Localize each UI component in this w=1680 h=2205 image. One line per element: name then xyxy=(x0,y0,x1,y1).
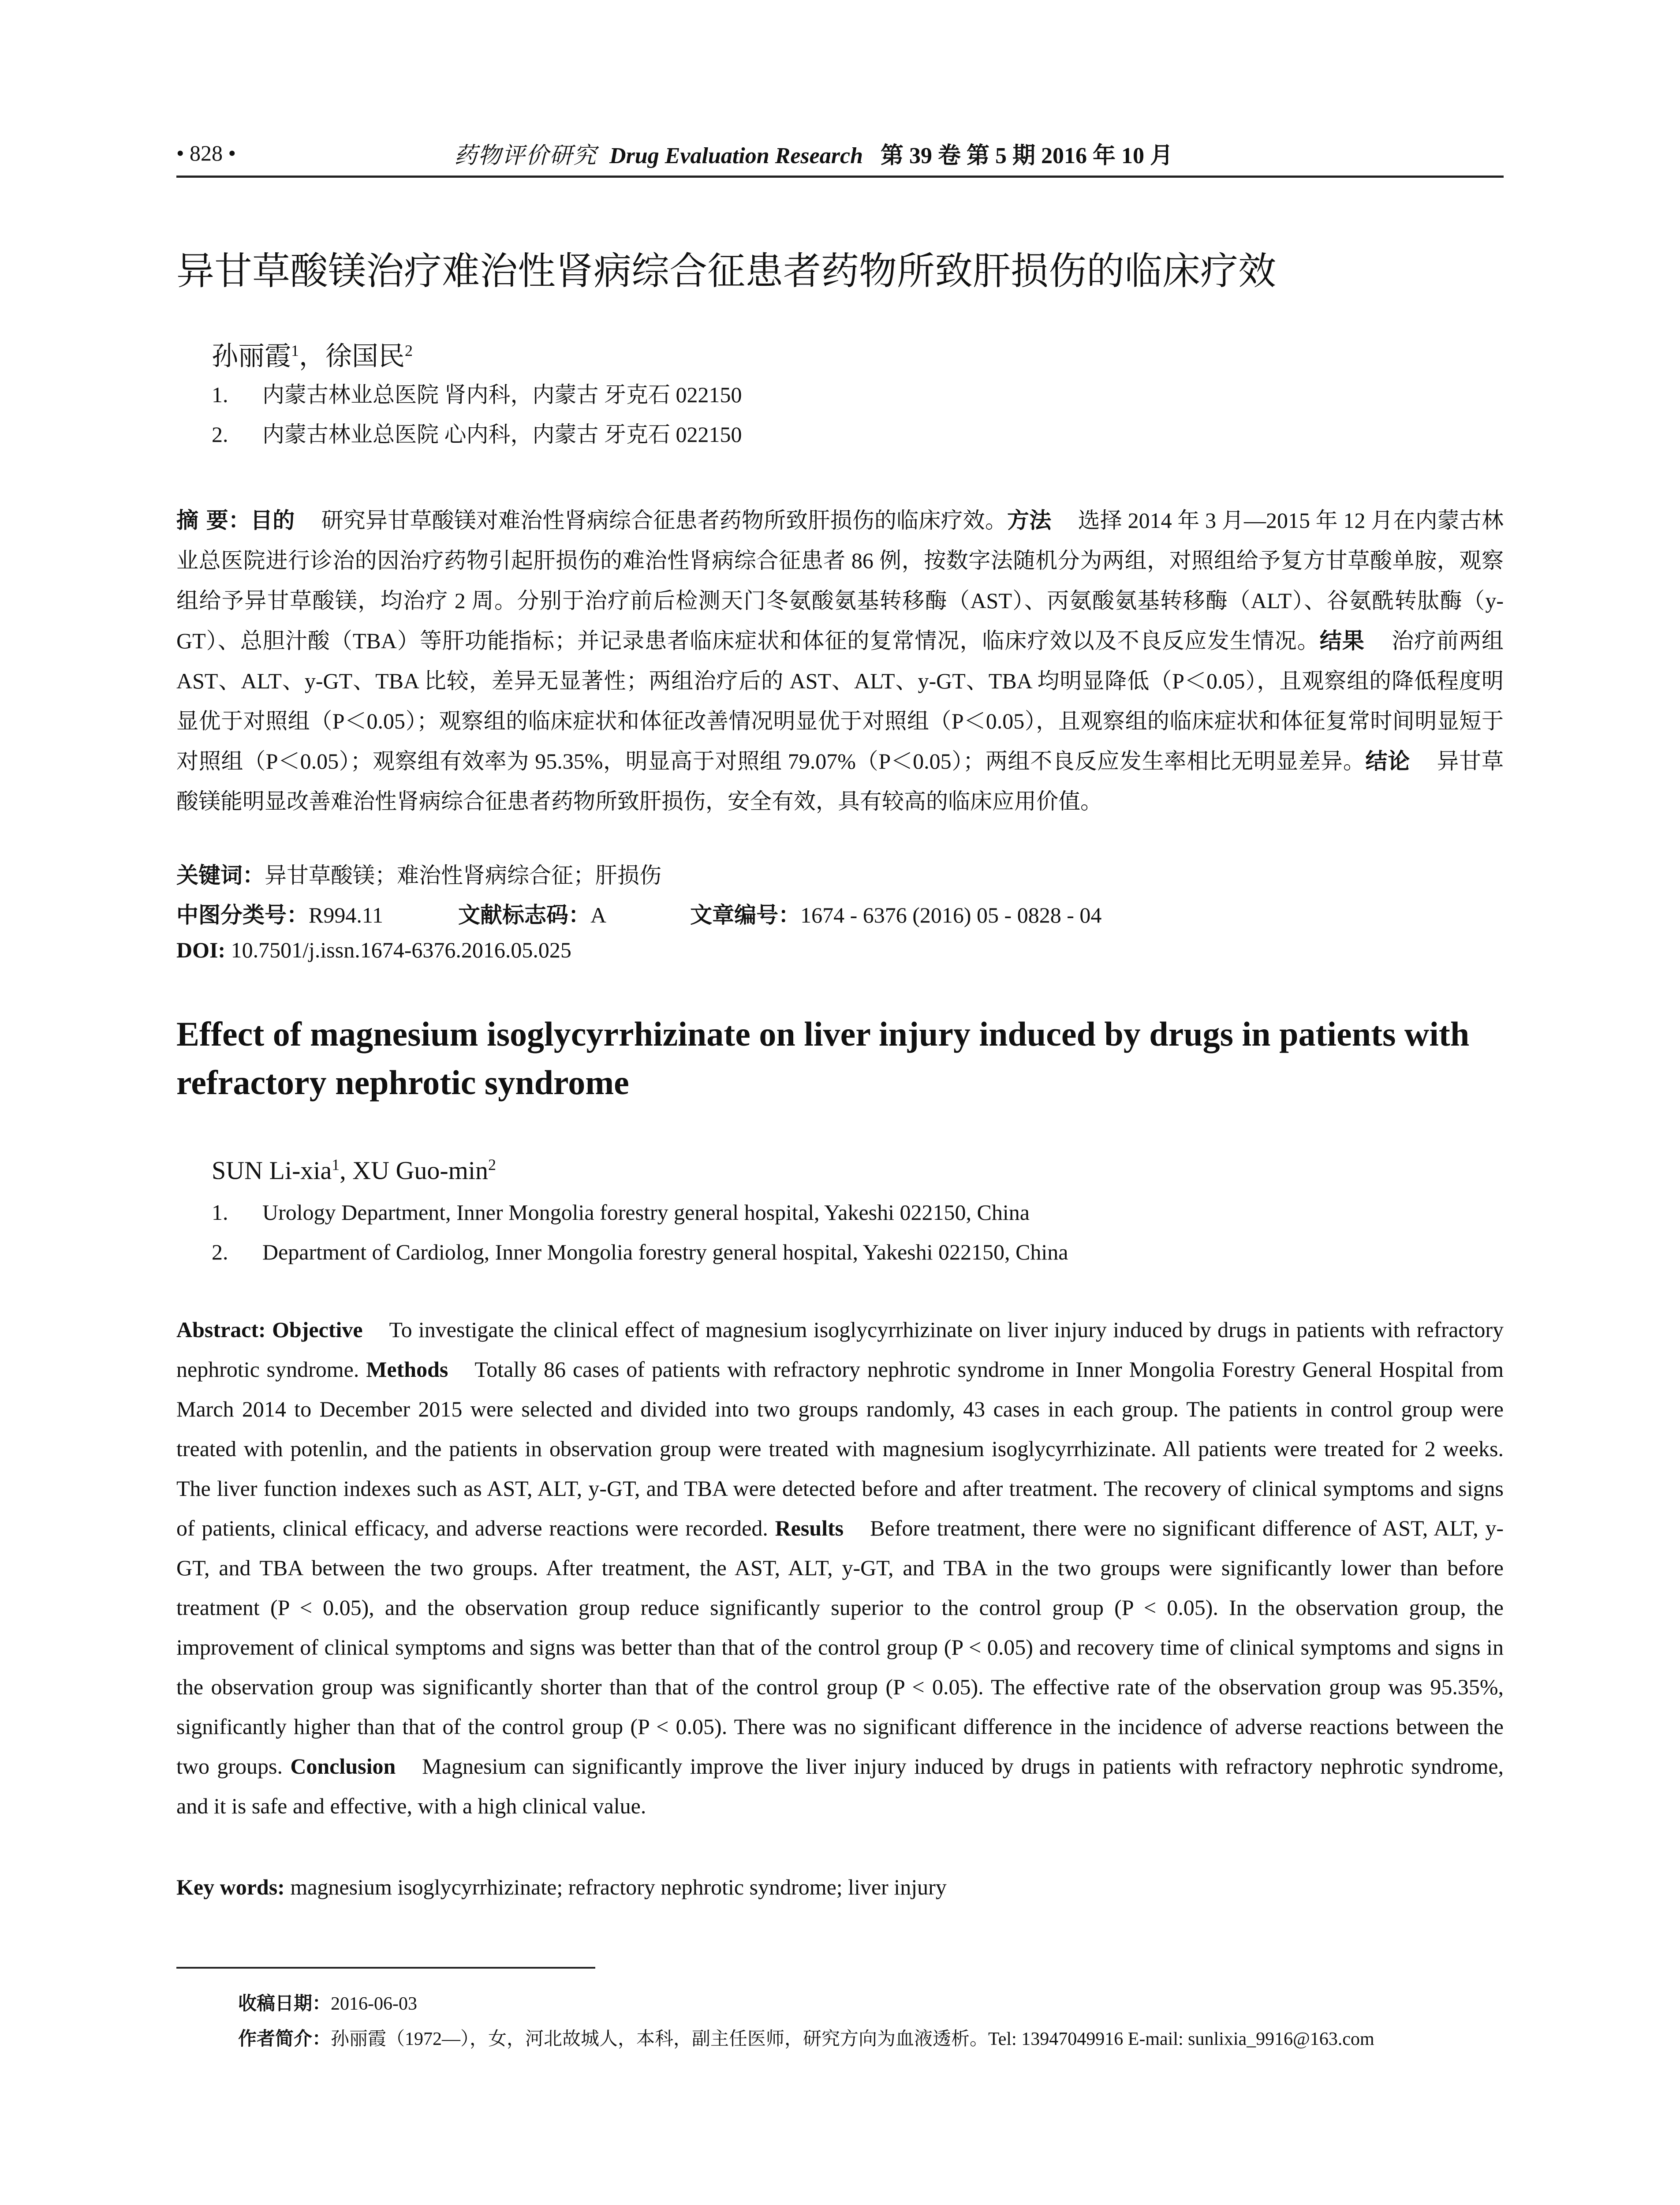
article-no-label: 文章编号： xyxy=(690,902,801,928)
en-abstract xyxy=(176,1310,1504,1826)
cn-article-title: 异甘草酸镁治疗难治性肾病综合征患者药物所致肝损伤的临床疗效 xyxy=(176,249,1276,293)
cn-affiliation-num: 2. xyxy=(212,422,228,447)
cn-methods-text: 选择 2014 年 3 月—2015 年 12 月在内蒙古林业总医院进行诊治的因治疗药物引起肝损伤的难治性肾病综合征患者 86 例，按数字法随机分为两组，对照组给予复方甘草酸单胺，观察组给予异甘草酸镁，均治疗 2 周。分别于治疗前后检测天门冬氨酸氨基转移酶（AST）、丙氨酸氨基转移酶（ALT）、谷氨酰转肽酶（y-GT）、总胆汁酸（TBA）等肝功能指标；并记录患者临床症状和体征的复常情况，临床疗效以及不良反应发生情况。 xyxy=(176,508,1504,653)
cn-keywords-text: 异甘草酸镁；难治性肾病综合征；肝损伤 xyxy=(265,863,661,888)
en-affiliation-1 xyxy=(212,1200,1030,1225)
en-affiliation-num: 1. xyxy=(212,1200,228,1225)
cn-author-separator: ， xyxy=(299,342,325,371)
page-number: • 828 • xyxy=(176,141,236,165)
doi-value: 10.7501/j.issn.1674-6376.2016.05.025 xyxy=(231,938,571,962)
cn-conclusion-label: 结论 xyxy=(1365,748,1410,774)
en-author-separator: , xyxy=(340,1156,353,1185)
en-author-2: XU Guo-min xyxy=(352,1156,488,1185)
author-bio-label: 作者简介： xyxy=(238,2028,331,2049)
cn-author-2: 徐国民 xyxy=(325,342,405,371)
en-keywords xyxy=(176,1874,947,1900)
cn-author-2-affil: 2 xyxy=(405,342,413,359)
cn-affiliation-num: 1. xyxy=(212,382,228,407)
cn-affiliation-text: 内蒙古林业总医院 肾内科，内蒙古 牙克石 022150 xyxy=(262,382,742,407)
cn-authors xyxy=(212,335,1539,373)
en-methods-label: Methods xyxy=(366,1357,448,1382)
doc-code-label: 文献标志码： xyxy=(458,902,590,928)
en-affiliation-num: 2. xyxy=(212,1240,228,1264)
en-affiliation-text: Urology Department, Inner Mongolia forestry general hospital, Yakeshi 022150, China xyxy=(262,1200,1030,1225)
doc-code-value: A xyxy=(590,903,607,927)
cn-conclusion-text: 异甘草酸镁能明显改善难治性肾病综合征患者药物所致肝损伤，安全有效，具有较高的临床应用价值。 xyxy=(176,749,1504,814)
clc-value: R994.11 xyxy=(309,903,383,927)
en-author-1-affil: 1 xyxy=(332,1156,340,1174)
cn-author-1-affil: 1 xyxy=(291,342,299,359)
received-label: 收稿日期： xyxy=(238,1992,331,2014)
received-value: 2016-06-03 xyxy=(331,1994,417,2014)
author-bio-text: 孙丽霞（1972—），女，河北故城人，本科，副主任医师，研究方向为血液透析。Tel: 13947049916 E-mail: sunlixia_9916@163.com xyxy=(331,2029,1374,2049)
cn-results-label: 结果 xyxy=(1319,628,1365,654)
en-affiliation-2 xyxy=(212,1239,1068,1265)
en-article-title: Effect of magnesium isoglycyrrhizinate on liver injury induced by drugs in patients with refractory nephrotic syndrome xyxy=(176,1015,1470,1102)
cn-abstract-label: 摘 要： xyxy=(176,508,251,533)
en-methods-text: Totally 86 cases of patients with refractory nephrotic syndrome in Inner Mongolia Forestry General Hospital from March 2014 to December 2015 were selected and divided into two groups randomly, 43 cases in each group. The patients in control group were treated with potenlin, and the patients in observation group were treated with magnesium isoglycyrrhizinate. All patients were treated for 2 weeks. The liver function indexes such as AST, ALT, y-GT, and TBA were detected before and after treatment. The recovery of clinical symptoms and signs of patients, clinical efficacy, and adverse reactions were recorded. xyxy=(176,1357,1504,1540)
en-keywords-text: magnesium isoglycyrrhizinate; refractory nephrotic syndrome; liver injury xyxy=(290,1875,947,1899)
journal-logo-cn: 药物评价研究 xyxy=(454,142,597,169)
journal-name-en: Drug Evaluation Research xyxy=(609,143,863,168)
article-no-value: 1674 - 6376 (2016) 05 - 0828 - 04 xyxy=(800,903,1102,927)
issue-info: 第 39 卷 第 5 期 2016 年 10 月 xyxy=(881,143,1173,168)
running-header xyxy=(176,137,1504,176)
en-results-text: Before treatment, there were no significant difference of AST, ALT, y-GT, and TBA between the two groups. After treatment, the AST, ALT, y-GT, and TBA in the two groups were significantly lower than before treatment (P < 0.05), and the observation group reduce significantly superior to the control group (P < 0.05). In the observation group, the improvement of clinical symptoms and signs was better than that of the control group (P < 0.05) and recovery time of clinical symptoms and signs in the observation group was significantly shorter than that of the control group (P < 0.05). The effective rate of the observation group was 95.35%, significantly higher than that of the control group (P < 0.05). There was no significant difference in the incidence of adverse reactions between the two groups. xyxy=(176,1516,1504,1779)
en-results-label: Results xyxy=(775,1516,844,1540)
doi-line xyxy=(176,937,571,963)
cn-keywords-label: 关键词： xyxy=(176,863,265,888)
en-conclusion-text: Magnesium can significantly improve the liver injury induced by drugs in patients with refractory nephrotic syndrome, and it is safe and effective, with a high clinical value. xyxy=(176,1754,1504,1818)
author-bio xyxy=(238,2024,1374,2051)
cn-abstract xyxy=(176,501,1504,822)
en-objective-label: Objective xyxy=(272,1317,363,1342)
cn-results-text: 治疗前两组 AST、ALT、y-GT、TBA 比较，差异无显著性；两组治疗后的 AST、ALT、y-GT、TBA 均明显降低（P＜0.05），且观察组的降低程度明显优于对照组（P＜0.05）；观察组的临床症状和体征改善情况明显优于对照组（P＜0.05），且观察组的临床症状和体征复常时间明显短于对照组（P＜0.05）；观察组有效率为 95.35%，明显高于对照组 79.07%（P＜0.05）；两组不良反应发生率相比无明显差异。 xyxy=(176,628,1504,774)
cn-author-1: 孙丽霞 xyxy=(212,342,291,371)
en-abstract-label: Abstract: xyxy=(176,1317,266,1342)
cn-affiliation-2 xyxy=(212,417,742,448)
clc-label: 中图分类号： xyxy=(176,902,309,928)
en-authors xyxy=(212,1155,1539,1185)
cn-keywords xyxy=(176,858,661,889)
cn-classification-line xyxy=(176,897,1101,929)
cn-objective-text: 研究异甘草酸镁对难治性肾病综合征患者药物所致肝损伤的临床疗效。 xyxy=(321,508,1008,533)
en-keywords-label: Key words: xyxy=(176,1875,285,1899)
en-conclusion-label: Conclusion xyxy=(290,1754,396,1779)
header-divider xyxy=(176,176,1504,178)
cn-affiliation-1 xyxy=(212,377,742,409)
cn-objective-label: 目的 xyxy=(250,508,295,533)
doi-label: DOI: xyxy=(176,938,226,962)
cn-affiliation-text: 内蒙古林业总医院 心内科，内蒙古 牙克石 022150 xyxy=(262,422,742,447)
journal-running-head xyxy=(454,137,1173,170)
en-objective-text: To investigate the clinical effect of magnesium isoglycyrrhizinate on liver injury induced by drugs in patients with refractory nephrotic syndrome. xyxy=(176,1317,1504,1382)
footnote-divider xyxy=(176,1967,595,1969)
cn-methods-label: 方法 xyxy=(1007,508,1052,533)
en-author-1: SUN Li-xia xyxy=(212,1156,332,1185)
en-affiliation-text: Department of Cardiolog, Inner Mongolia forestry general hospital, Yakeshi 022150, China xyxy=(262,1240,1068,1264)
received-date xyxy=(238,1989,417,2015)
en-author-2-affil: 2 xyxy=(488,1156,496,1174)
